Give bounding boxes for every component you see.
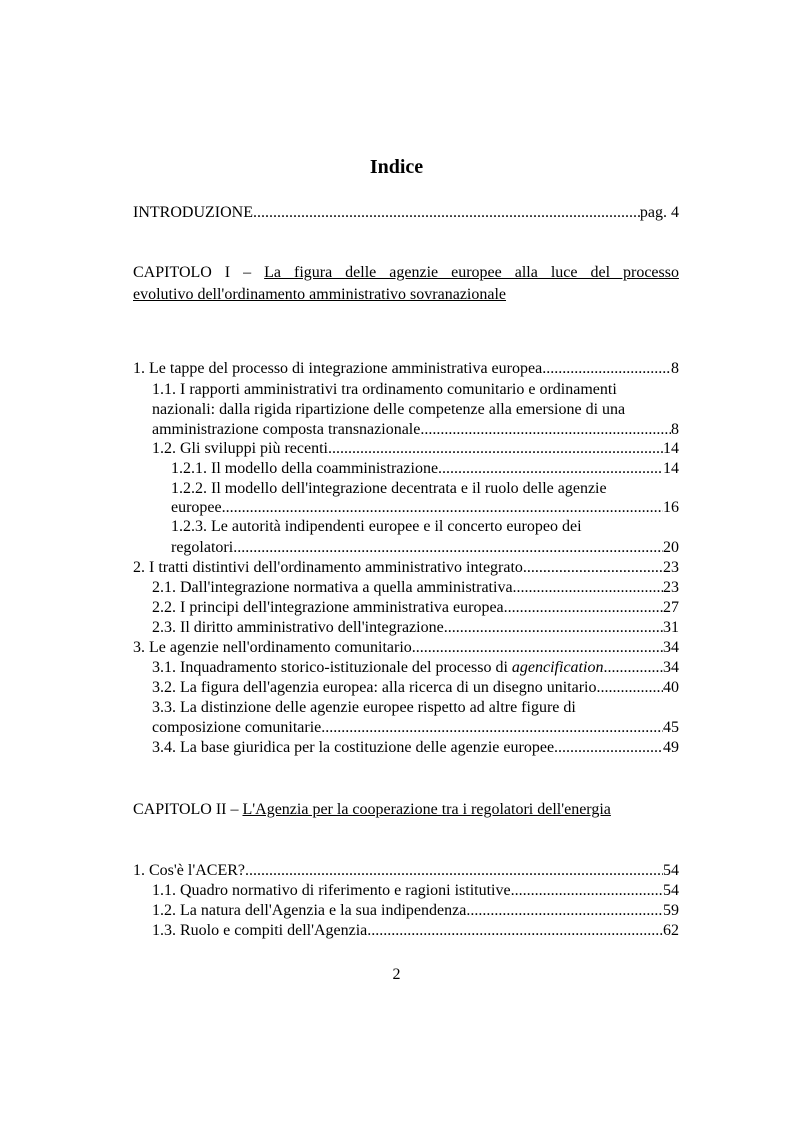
toc-entry-page: 14 [663,440,679,457]
toc-entry-1-1-line2[interactable]: nazionali: dalla rigida ripartizione delle competenze alla emersione di una [152,401,626,418]
toc-entry-text: 1.2.1. Il modello della coamministrazione [171,460,439,477]
toc-entry-c2-1-3[interactable] [152,920,679,942]
toc-entry-text: europee [171,499,222,516]
toc-entry-page: 34 [663,639,679,656]
page-title: Indice [369,156,424,178]
toc-entry-page: 23 [663,559,679,576]
toc-entry-text: 1. Le tappe del processo di integrazione amministrativa europea [133,360,543,377]
toc-leader-dots [438,458,663,480]
toc-entry-text-plain: 3.1. Inquadramento storico-istituzionale del processo di [152,659,512,676]
chapter-1-title-line1: La figura delle agenzie europee alla luce del processo [264,264,679,281]
toc-entry-page: 23 [663,579,679,596]
toc-entry-introduzione[interactable] [133,202,679,224]
chapter-2-label: CAPITOLO II – [133,801,243,818]
chapter-1-label: CAPITOLO I – [133,264,265,281]
toc-entry-1-2-3[interactable] [171,537,679,559]
toc-entry-page: 16 [663,499,679,516]
toc-entry-2-3[interactable] [152,617,679,639]
toc-entry-text: composizione comunitarie [152,719,322,736]
page-number: 2 [392,966,401,983]
toc-entry-text: 1.1. Quadro normativo di riferimento e ragioni istitutive [152,882,511,899]
toc-leader-dots [511,880,663,902]
toc-entry-page: 49 [663,739,679,756]
toc-leader-dots [554,737,663,759]
toc-entry-page: 8 [671,421,679,438]
toc-entry-2-2[interactable] [152,597,679,619]
toc-leader-dots [412,637,663,659]
toc-leader-dots [596,677,663,699]
toc-entry-page: 14 [663,460,679,477]
toc-entry-1-2-1[interactable] [171,458,679,480]
toc-entry-page: 34 [663,659,679,676]
toc-entry-3-2[interactable] [152,677,679,699]
toc-leader-dots [233,537,663,559]
toc-leader-dots [245,860,663,882]
toc-leader-dots [444,617,663,639]
toc-leader-dots [603,657,663,679]
toc-entry-1-1-line1[interactable]: 1.1. I rapporti amministrativi tra ordinamento comunitario e ordinamenti [152,381,617,398]
toc-leader-dots [542,358,671,380]
toc-entry-page: 45 [663,719,679,736]
toc-entry-2-1[interactable] [152,577,679,599]
toc-entry-text: 1.3. Ruolo e compiti dell'Agenzia [152,922,368,939]
toc-entry-3-1[interactable] [152,657,679,679]
toc-leader-dots [466,900,663,922]
toc-entry-c2-1-1[interactable] [152,880,679,902]
toc-entry-3-3-line1[interactable]: 3.3. La distinzione delle agenzie europee rispetto ad altre figure di [152,699,576,716]
toc-leader-dots [321,717,663,739]
toc-entry-text: 3. Le agenzie nell'ordinamento comunitario [133,639,412,656]
toc-leader-dots [513,577,663,599]
toc-entry-1[interactable] [133,358,679,380]
toc-entry-3-3[interactable] [152,717,679,739]
toc-entry-page: 62 [663,922,679,939]
chapter-2-title: L'Agenzia per la cooperazione tra i regolatori dell'energia [242,801,611,818]
toc-entry-text: amministrazione composta transnazionale [152,421,421,438]
toc-entry-text: INTRODUZIONE [133,204,253,221]
toc-entry-text: 1.2. La natura dell'Agenzia e la sua indipendenza [152,902,467,919]
chapter-1-heading[interactable] [133,262,679,306]
toc-entry-page: 27 [663,599,679,616]
toc-entry-1-2-3-line1[interactable]: 1.2.3. Le autorità indipendenti europee e il concerto europeo dei [171,518,582,535]
toc-entry-page: 54 [663,862,679,879]
toc-entry-text: 2.1. Dall'integrazione normativa a quella amministrativa [152,579,513,596]
toc-entry-page: 59 [663,902,679,919]
toc-leader-dots [523,557,663,579]
toc-entry-text-italic: agencification [511,659,604,676]
chapter-1-title-line2: evolutivo dell'ordinamento amministrativo sovranazionale [133,286,507,303]
toc-entry-text [152,657,603,679]
toc-leader-dots [504,597,663,619]
toc-entry-1-2-2-line1[interactable]: 1.2.2. Il modello dell'integrazione decentrata e il ruolo delle agenzie [171,480,607,497]
toc-leader-dots [253,202,640,224]
toc-entry-c2-1[interactable] [133,860,679,882]
toc-entry-2[interactable] [133,557,679,579]
toc-entry-page: 54 [663,882,679,899]
toc-entry-text: 2.2. I principi dell'integrazione amministrativa europea [152,599,504,616]
toc-entry-page: pag. 4 [639,204,679,221]
toc-entry-text: 2. I tratti distintivi dell'ordinamento amministrativo integrato [133,559,523,576]
toc-entry-page: 31 [663,619,679,636]
toc-entry-text: 3.4. La base giuridica per la costituzione delle agenzie europee [152,739,555,756]
toc-leader-dots [367,920,663,942]
toc-entry-text: regolatori [171,539,234,556]
toc-entry-3-4[interactable] [152,737,679,759]
toc-leader-dots [328,438,663,460]
toc-entry-page: 40 [663,679,679,696]
toc-entry-text: 1.2. Gli sviluppi più recenti [152,440,328,457]
toc-entry-c2-1-2[interactable] [152,900,679,922]
toc-entry-3[interactable] [133,637,679,659]
toc-entry-1-2[interactable] [152,438,679,460]
toc-entry-page: 20 [663,539,679,556]
toc-entry-text: 2.3. Il diritto amministrativo dell'integrazione [152,619,444,636]
toc-entry-text: 1. Cos'è l'ACER? [133,862,245,879]
toc-entry-page: 8 [671,360,679,377]
toc-entry-text: 3.2. La figura dell'agenzia europea: alla ricerca di un disegno unitario [152,679,597,696]
chapter-2-heading[interactable] [133,799,679,821]
